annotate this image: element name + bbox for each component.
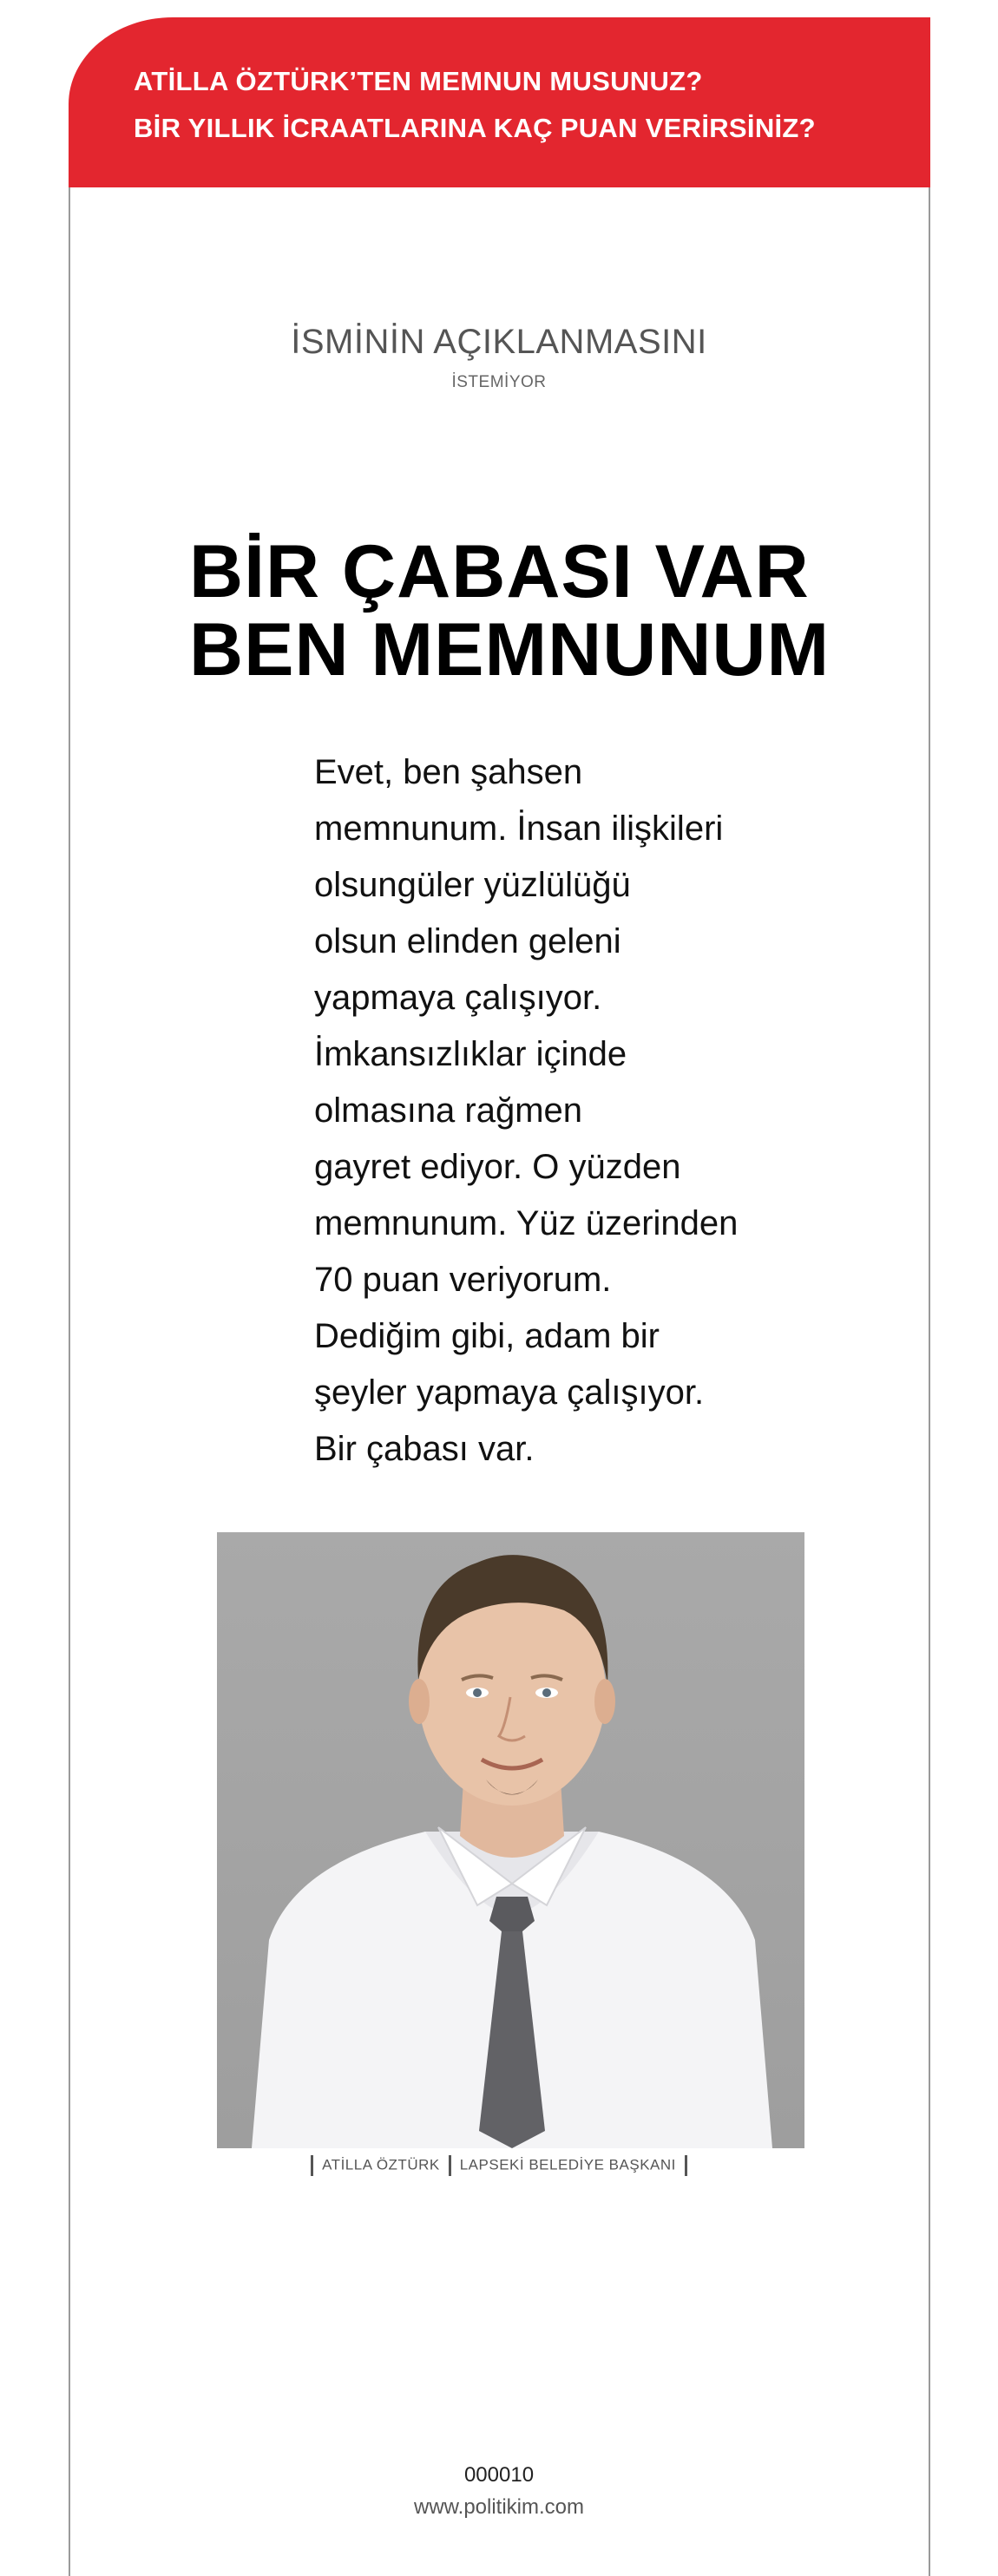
body-line: şeyler yapmaya çalışıyor.	[314, 1373, 705, 1412]
caption-name: ATİLLA ÖZTÜRK	[322, 2156, 440, 2173]
body-line: Bir çabası var.	[314, 1430, 535, 1468]
source-sublabel: İSTEMİYOR	[451, 373, 547, 391]
body-line: Evet, ben şahsen	[314, 753, 583, 791]
body-line: olsun elinden geleni	[314, 922, 621, 960]
banner-question-line-1: ATİLLA ÖZTÜRK’TEN MEMNUN MUSUNUZ?	[134, 66, 703, 96]
headline-line-1: BİR ÇABASI VAR	[189, 530, 810, 613]
page-number: 000010	[463, 2463, 535, 2487]
body-line: Dediğim gibi, adam bir	[314, 1317, 660, 1355]
body-line: memnunum. Yüz üzerinden	[314, 1204, 739, 1242]
question-banner	[69, 17, 930, 187]
caption-divider	[449, 2155, 451, 2176]
body-line: gayret ediyor. O yüzden	[314, 1148, 681, 1186]
caption-divider	[685, 2155, 687, 2176]
website-link[interactable]: www.politikim.com	[413, 2495, 585, 2519]
body-line: olsungüler yüzlülüğü	[314, 866, 631, 904]
body-line: memnunum. İnsan ilişkileri	[314, 810, 724, 848]
body-line: İmkansızlıklar içinde	[314, 1035, 627, 1073]
body-line: olmasına rağmen	[314, 1091, 583, 1130]
page-frame-right	[929, 182, 930, 2576]
page-frame-left	[69, 182, 70, 2576]
banner-question-line-2: BİR YILLIK İCRAATLARINA KAÇ PUAN VERİRSİNİZ?	[134, 113, 816, 143]
portrait-illustration	[217, 1532, 804, 2148]
photo-caption	[0, 2155, 998, 2176]
body-text	[314, 744, 765, 1478]
body-line: yapmaya çalışıyor.	[314, 979, 602, 1017]
portrait-photo	[217, 1532, 804, 2148]
caption-title: LAPSEKİ BELEDİYE BAŞKANI	[459, 2156, 676, 2173]
body-line: 70 puan veriyorum.	[314, 1261, 612, 1299]
caption-divider	[311, 2155, 313, 2176]
headline-line-2: BEN MEMNUNUM	[189, 608, 831, 692]
source-label: İSMİNİN AÇIKLANMASINI	[291, 323, 707, 361]
